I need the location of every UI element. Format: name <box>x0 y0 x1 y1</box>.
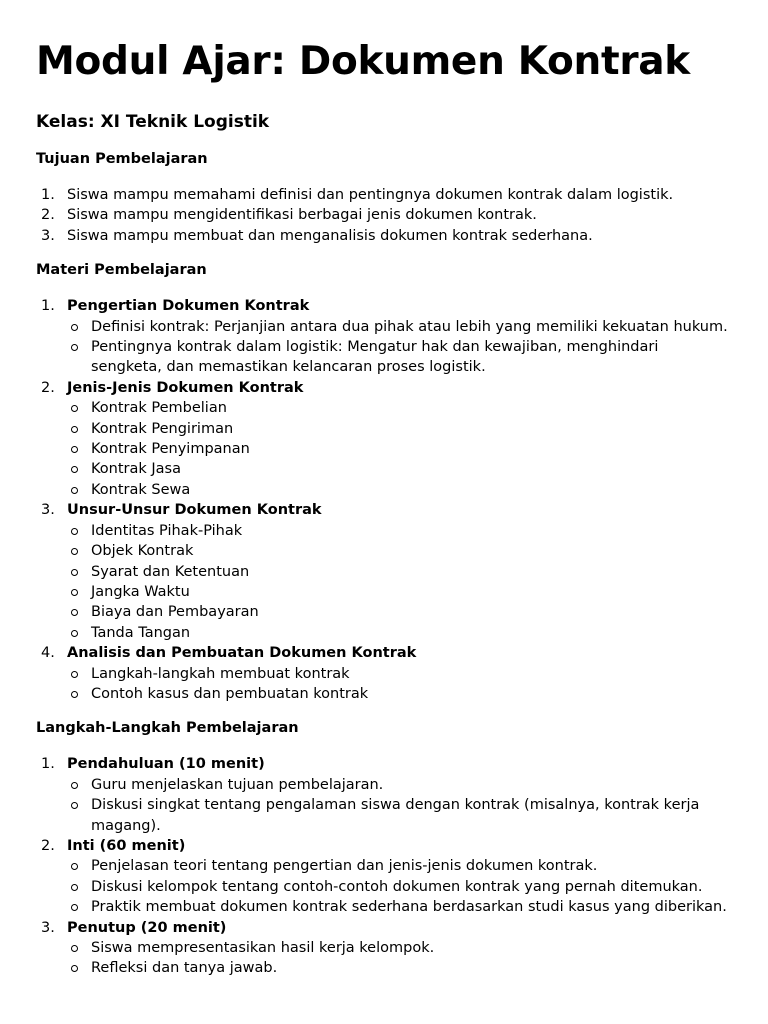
item-title: Analisis dan Pembuatan Dokumen Kontrak <box>67 645 417 662</box>
list-item <box>36 643 732 704</box>
sub-item: Kontrak Jasa <box>67 459 732 479</box>
material-list <box>36 296 732 704</box>
sub-item: Refleksi dan tanya jawab. <box>67 958 732 978</box>
item-text: Siswa mampu memahami definisi dan pentingnya dokumen kontrak dalam logistik. <box>67 187 674 203</box>
list-item <box>36 500 732 643</box>
sub-item: Contoh kasus dan pembuatan kontrak <box>67 684 732 704</box>
sub-item: Kontrak Penyimpanan <box>67 439 732 459</box>
item-number: 1. <box>41 756 55 773</box>
steps-list <box>36 754 732 978</box>
item-number: 4. <box>41 645 55 662</box>
list-item <box>36 296 732 378</box>
item-title: Penutup (20 menit) <box>67 919 227 936</box>
item-number: 2. <box>41 207 55 224</box>
sub-item: Syarat dan Ketentuan <box>67 562 732 582</box>
objectives-heading: Tujuan Pembelajaran <box>36 151 208 167</box>
sub-item: Identitas Pihak-Pihak <box>67 521 732 541</box>
item-text: Siswa mampu membuat dan menganalisis dokumen kontrak sederhana. <box>67 227 593 244</box>
sub-item: Diskusi singkat tentang pengalaman siswa dengan kontrak (misalnya, kontrak kerja magang). <box>67 795 732 836</box>
sub-item: Kontrak Pembelian <box>67 398 732 418</box>
sub-list <box>67 521 732 643</box>
item-number: 2. <box>41 837 55 854</box>
item-title: Inti (60 menit) <box>67 837 186 854</box>
page-title: Modul Ajar: Dokumen Kontrak <box>36 39 690 84</box>
item-title: Jenis-Jenis Dokumen Kontrak <box>67 379 304 396</box>
sub-item: Jangka Waktu <box>67 582 732 602</box>
list-item <box>36 185 732 205</box>
sub-list <box>67 317 732 378</box>
sub-item: Siswa mempresentasikan hasil kerja kelompok. <box>67 938 732 958</box>
item-number: 1. <box>41 187 55 203</box>
sub-list <box>67 938 732 979</box>
item-title: Pengertian Dokumen Kontrak <box>67 298 310 315</box>
item-number: 2. <box>41 379 55 396</box>
class-label: Kelas: XI Teknik Logistik <box>36 112 270 132</box>
material-heading: Materi Pembelajaran <box>36 262 207 279</box>
item-text: Siswa mampu mengidentifikasi berbagai jenis dokumen kontrak. <box>67 207 537 224</box>
objectives-list <box>36 185 732 246</box>
sub-item: Kontrak Sewa <box>67 480 732 500</box>
sub-item: Langkah-langkah membuat kontrak <box>67 664 732 684</box>
sub-item: Tanda Tangan <box>67 623 732 643</box>
sub-item: Biaya dan Pembayaran <box>67 602 732 622</box>
sub-list <box>67 398 732 500</box>
item-title: Pendahuluan (10 menit) <box>67 756 265 773</box>
item-number: 3. <box>41 502 55 519</box>
item-title: Unsur-Unsur Dokumen Kontrak <box>67 502 322 519</box>
list-item <box>36 836 732 918</box>
sub-list <box>67 775 732 836</box>
sub-list <box>67 664 732 705</box>
item-number: 3. <box>41 227 55 244</box>
list-item <box>36 754 732 836</box>
sub-item: Praktik membuat dokumen kontrak sederhana berdasarkan studi kasus yang diberikan. <box>67 897 732 917</box>
list-item <box>36 918 732 979</box>
sub-item: Pentingnya kontrak dalam logistik: Mengatur hak dan kewajiban, menghindari sengketa, dan memastikan kelancaran proses logistik. <box>67 337 732 378</box>
sub-item: Penjelasan teori tentang pengertian dan jenis-jenis dokumen kontrak. <box>67 856 732 876</box>
sub-item: Definisi kontrak: Perjanjian antara dua pihak atau lebih yang memiliki kekuatan hukum. <box>67 317 732 337</box>
steps-heading: Langkah-Langkah Pembelajaran <box>36 720 299 737</box>
sub-item: Kontrak Pengiriman <box>67 419 732 439</box>
sub-item: Guru menjelaskan tujuan pembelajaran. <box>67 775 732 795</box>
sub-list <box>67 856 732 917</box>
item-number: 3. <box>41 919 55 936</box>
item-number: 1. <box>41 298 55 315</box>
list-item <box>36 226 732 246</box>
sub-item: Objek Kontrak <box>67 541 732 561</box>
list-item <box>36 205 732 225</box>
sub-item: Diskusi kelompok tentang contoh-contoh dokumen kontrak yang pernah ditemukan. <box>67 877 732 897</box>
list-item <box>36 378 732 500</box>
